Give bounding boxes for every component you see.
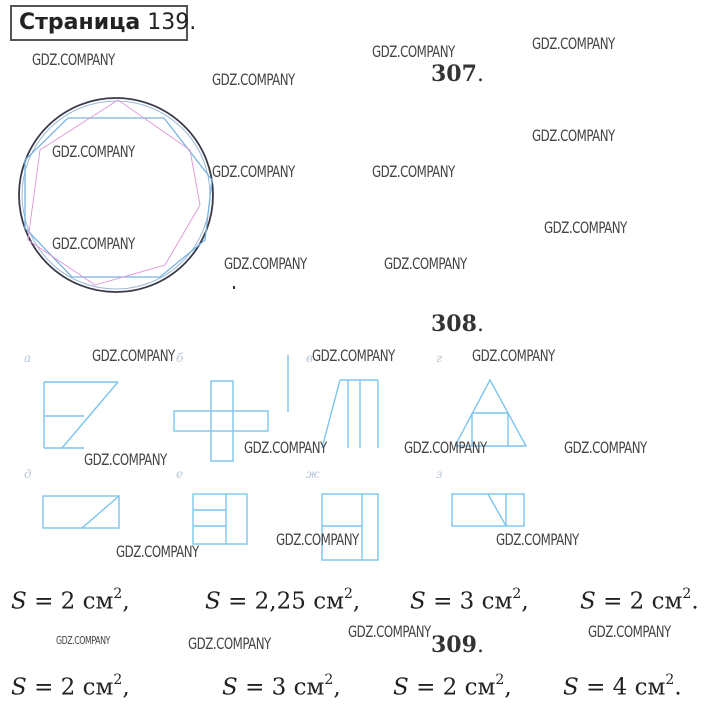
- task-number-309: 309.: [431, 632, 484, 658]
- circle-figure: [19, 98, 213, 292]
- watermark: GDZ.COMPANY: [564, 438, 647, 457]
- task-number-307: 307.: [431, 61, 484, 87]
- watermark: GDZ.COMPANY: [188, 634, 271, 653]
- watermark: GDZ.COMPANY: [212, 70, 295, 89]
- watermark: GDZ.COMPANY: [116, 542, 199, 561]
- answer-308-1: S = 2 $см^2$,: [11, 586, 130, 615]
- label-v: в: [306, 351, 313, 365]
- watermark: GDZ.COMPANY: [496, 530, 579, 549]
- answer-308-3: S = 3 $см^2$,: [410, 586, 529, 615]
- watermark: GDZ.COMPANY: [212, 162, 295, 181]
- page-number: 139.: [147, 10, 197, 35]
- page-title: Страница: [19, 10, 141, 35]
- watermark: GDZ.COMPANY: [532, 126, 615, 145]
- watermark: GDZ.COMPANY: [372, 42, 455, 61]
- watermark: GDZ.COMPANY: [92, 346, 175, 365]
- watermark: GDZ.COMPANY: [472, 346, 555, 365]
- watermark: GDZ.COMPANY: [244, 438, 327, 457]
- figure-e: [193, 494, 247, 544]
- figure-d: [43, 496, 119, 528]
- answer-308-2: S = 2,25 $см^2$,: [205, 586, 361, 615]
- watermark: GDZ.COMPANY: [532, 34, 615, 53]
- watermark: GDZ.COMPANY: [544, 218, 627, 237]
- answer-309-4: S = 4 $см^2$.: [563, 672, 682, 701]
- watermark: GDZ.COMPANY: [52, 142, 135, 161]
- watermark: GDZ.COMPANY: [404, 438, 487, 457]
- watermark: GDZ.COMPANY: [588, 622, 671, 641]
- watermark: GDZ.COMPANY: [276, 530, 359, 549]
- watermark: GDZ.COMPANY: [384, 254, 467, 273]
- figure-z: [452, 494, 524, 526]
- watermark: GDZ.COMPANY: [32, 50, 115, 69]
- label-d: д: [24, 467, 32, 481]
- watermark: GDZ.COMPANY: [372, 162, 455, 181]
- watermark: GDZ.COMPANY: [52, 234, 135, 253]
- label-a: a: [24, 351, 32, 365]
- figure-a: [44, 382, 118, 448]
- label-e: е: [176, 467, 184, 481]
- answer-309-2: S = 3 $см^2$,: [222, 672, 341, 701]
- watermark: GDZ.COMPANY: [312, 346, 395, 365]
- answer-308-4: S = 2 $см^2$.: [580, 586, 699, 615]
- watermark: GDZ.COMPANY: [348, 622, 431, 641]
- watermark: GDZ.COMPANY: [84, 450, 167, 469]
- answer-309-3: S = 2 $см^2$,: [393, 672, 512, 701]
- label-g: г: [436, 351, 443, 365]
- figure-g: [455, 380, 526, 446]
- label-z: з: [436, 467, 443, 481]
- label-zh: ж: [306, 467, 320, 481]
- figure-v: [288, 355, 378, 448]
- figure-zh: [322, 494, 378, 560]
- answer-309-1: S = 2 $см^2$,: [11, 672, 130, 701]
- label-b: б: [176, 351, 184, 365]
- task-number-308: 308.: [431, 311, 484, 337]
- watermark: GDZ.COMPANY: [224, 254, 307, 273]
- watermark: GDZ.COMPANY: [56, 634, 110, 647]
